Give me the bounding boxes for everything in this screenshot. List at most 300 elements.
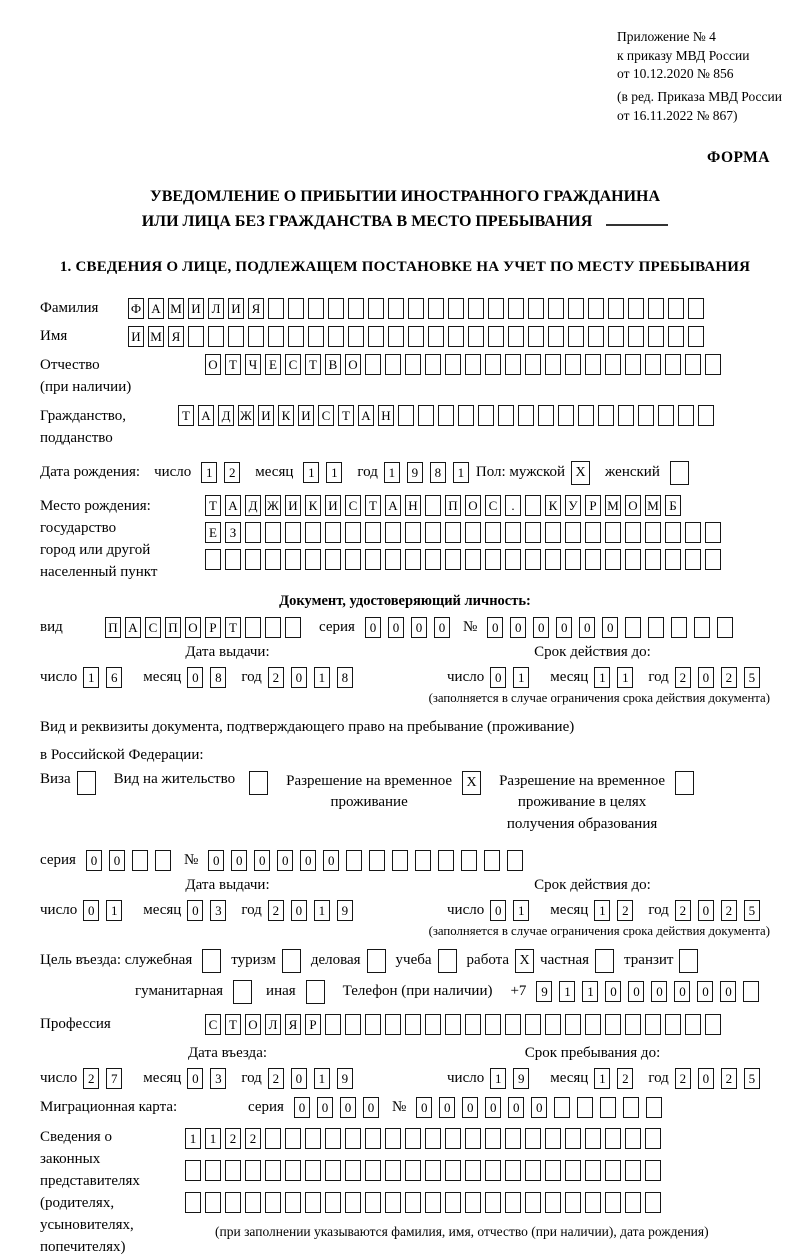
char-box[interactable]	[325, 1160, 341, 1181]
char-box[interactable]: 0	[602, 617, 618, 638]
char-box[interactable]: Т	[205, 495, 221, 516]
char-box[interactable]	[645, 354, 661, 375]
char-box[interactable]	[425, 1192, 441, 1213]
char-box[interactable]	[428, 298, 444, 319]
char-box[interactable]	[228, 326, 244, 347]
char-box[interactable]	[468, 298, 484, 319]
char-box[interactable]	[345, 1192, 361, 1213]
char-box[interactable]: 0	[490, 900, 506, 921]
char-box[interactable]	[705, 549, 721, 570]
char-box[interactable]	[525, 495, 541, 516]
char-box[interactable]: 1	[617, 667, 633, 688]
char-box[interactable]	[688, 298, 704, 319]
char-box[interactable]: 9	[337, 900, 353, 921]
char-box[interactable]: 0	[579, 617, 595, 638]
char-box[interactable]: М	[645, 495, 661, 516]
char-box[interactable]: 1	[314, 1068, 330, 1089]
char-box[interactable]	[565, 522, 581, 543]
char-box[interactable]: 0	[300, 850, 316, 871]
char-box[interactable]	[608, 326, 624, 347]
char-box[interactable]: 0	[291, 667, 307, 688]
char-box[interactable]	[248, 326, 264, 347]
char-box[interactable]	[577, 1097, 593, 1118]
char-box[interactable]: С	[145, 617, 161, 638]
char-box[interactable]	[225, 549, 241, 570]
char-box[interactable]	[625, 354, 641, 375]
char-box[interactable]: Т	[225, 354, 241, 375]
char-box[interactable]	[265, 1192, 281, 1213]
char-box[interactable]	[465, 1160, 481, 1181]
char-box[interactable]	[188, 326, 204, 347]
char-box[interactable]	[625, 617, 641, 638]
char-box[interactable]: О	[205, 354, 221, 375]
char-box[interactable]	[688, 326, 704, 347]
char-box[interactable]	[694, 617, 710, 638]
char-box[interactable]	[438, 850, 454, 871]
char-box[interactable]	[565, 549, 581, 570]
char-box[interactable]	[585, 1128, 601, 1149]
char-box[interactable]: 0	[697, 981, 713, 1002]
char-box[interactable]	[605, 1160, 621, 1181]
char-box[interactable]	[205, 549, 221, 570]
char-box[interactable]	[345, 549, 361, 570]
char-box[interactable]	[418, 405, 434, 426]
char-box[interactable]	[705, 354, 721, 375]
char-box[interactable]	[498, 405, 514, 426]
char-box[interactable]	[385, 354, 401, 375]
char-box[interactable]	[525, 1192, 541, 1213]
char-box[interactable]	[405, 1160, 421, 1181]
char-box[interactable]	[346, 850, 362, 871]
char-box[interactable]: 8	[430, 462, 446, 483]
char-box[interactable]: Ж	[265, 495, 281, 516]
char-box[interactable]	[465, 1128, 481, 1149]
char-box[interactable]	[398, 405, 414, 426]
purpose-study-checkbox[interactable]	[438, 949, 457, 973]
char-box[interactable]	[288, 298, 304, 319]
char-box[interactable]	[461, 850, 477, 871]
char-box[interactable]: 0	[388, 617, 404, 638]
char-box[interactable]	[488, 298, 504, 319]
char-box[interactable]: 2	[675, 900, 691, 921]
char-box[interactable]: 0	[109, 850, 125, 871]
char-box[interactable]	[368, 326, 384, 347]
char-box[interactable]	[388, 326, 404, 347]
char-box[interactable]	[348, 326, 364, 347]
char-box[interactable]	[325, 1014, 341, 1035]
char-box[interactable]: К	[278, 405, 294, 426]
char-box[interactable]	[645, 522, 661, 543]
char-box[interactable]	[385, 1192, 401, 1213]
char-box[interactable]	[465, 549, 481, 570]
char-box[interactable]	[465, 1192, 481, 1213]
char-box[interactable]: З	[225, 522, 241, 543]
char-box[interactable]	[554, 1097, 570, 1118]
char-box[interactable]	[665, 522, 681, 543]
char-box[interactable]	[538, 405, 554, 426]
char-box[interactable]: Т	[338, 405, 354, 426]
char-box[interactable]	[685, 1014, 701, 1035]
char-box[interactable]: 0	[462, 1097, 478, 1118]
char-box[interactable]: А	[198, 405, 214, 426]
char-box[interactable]: И	[325, 495, 341, 516]
char-box[interactable]: 1	[185, 1128, 201, 1149]
char-box[interactable]	[425, 549, 441, 570]
char-box[interactable]: 1	[205, 1128, 221, 1149]
char-box[interactable]	[505, 354, 521, 375]
char-box[interactable]	[668, 326, 684, 347]
char-box[interactable]: С	[285, 354, 301, 375]
char-box[interactable]: А	[358, 405, 374, 426]
char-box[interactable]	[565, 1014, 581, 1035]
char-box[interactable]	[505, 549, 521, 570]
char-box[interactable]: 2	[268, 1068, 284, 1089]
char-box[interactable]: 0	[187, 900, 203, 921]
char-box[interactable]	[565, 1160, 581, 1181]
char-box[interactable]	[365, 1014, 381, 1035]
char-box[interactable]: Я	[248, 298, 264, 319]
char-box[interactable]: Н	[405, 495, 421, 516]
char-box[interactable]: 0	[651, 981, 667, 1002]
char-box[interactable]: 0	[277, 850, 293, 871]
char-box[interactable]	[485, 1014, 501, 1035]
char-box[interactable]	[685, 549, 701, 570]
char-box[interactable]	[285, 522, 301, 543]
char-box[interactable]	[305, 522, 321, 543]
char-box[interactable]	[507, 850, 523, 871]
char-box[interactable]	[308, 298, 324, 319]
char-box[interactable]	[448, 298, 464, 319]
char-box[interactable]: Е	[265, 354, 281, 375]
char-box[interactable]	[438, 405, 454, 426]
char-box[interactable]: Т	[365, 495, 381, 516]
char-box[interactable]: А	[148, 298, 164, 319]
char-box[interactable]	[578, 405, 594, 426]
char-box[interactable]: 2	[224, 462, 240, 483]
char-box[interactable]	[518, 405, 534, 426]
char-box[interactable]: 1	[490, 1068, 506, 1089]
char-box[interactable]: 0	[533, 617, 549, 638]
char-box[interactable]	[448, 326, 464, 347]
char-box[interactable]: 1	[303, 462, 319, 483]
char-box[interactable]	[645, 549, 661, 570]
char-box[interactable]	[285, 1128, 301, 1149]
char-box[interactable]: М	[168, 298, 184, 319]
char-box[interactable]: 0	[340, 1097, 356, 1118]
char-box[interactable]	[205, 1192, 221, 1213]
char-box[interactable]: Ж	[238, 405, 254, 426]
char-box[interactable]: И	[258, 405, 274, 426]
char-box[interactable]	[545, 522, 561, 543]
char-box[interactable]	[445, 1014, 461, 1035]
char-box[interactable]: 0	[485, 1097, 501, 1118]
char-box[interactable]: 9	[407, 462, 423, 483]
purpose-official-checkbox[interactable]	[202, 949, 221, 973]
char-box[interactable]	[605, 549, 621, 570]
char-box[interactable]: И	[285, 495, 301, 516]
char-box[interactable]	[588, 298, 604, 319]
char-box[interactable]: 9	[536, 981, 552, 1002]
char-box[interactable]	[405, 1014, 421, 1035]
char-box[interactable]	[345, 1014, 361, 1035]
char-box[interactable]: 1	[594, 667, 610, 688]
char-box[interactable]	[485, 354, 501, 375]
char-box[interactable]	[658, 405, 674, 426]
char-box[interactable]: И	[298, 405, 314, 426]
char-box[interactable]: 2	[721, 900, 737, 921]
char-box[interactable]	[155, 850, 171, 871]
char-box[interactable]	[545, 1192, 561, 1213]
char-box[interactable]	[308, 326, 324, 347]
char-box[interactable]: Т	[225, 1014, 241, 1035]
char-box[interactable]	[685, 354, 701, 375]
char-box[interactable]	[600, 1097, 616, 1118]
char-box[interactable]	[225, 1192, 241, 1213]
char-box[interactable]	[405, 1128, 421, 1149]
char-box[interactable]	[445, 549, 461, 570]
char-box[interactable]	[505, 1128, 521, 1149]
char-box[interactable]	[415, 850, 431, 871]
char-box[interactable]	[328, 298, 344, 319]
char-box[interactable]: 0	[317, 1097, 333, 1118]
char-box[interactable]	[265, 522, 281, 543]
char-box[interactable]	[505, 1014, 521, 1035]
char-box[interactable]: 2	[268, 667, 284, 688]
char-box[interactable]: 2	[268, 900, 284, 921]
char-box[interactable]	[671, 617, 687, 638]
char-box[interactable]	[132, 850, 148, 871]
char-box[interactable]: 1	[326, 462, 342, 483]
char-box[interactable]	[208, 326, 224, 347]
char-box[interactable]	[388, 298, 404, 319]
char-box[interactable]: 0	[674, 981, 690, 1002]
char-box[interactable]	[408, 298, 424, 319]
char-box[interactable]	[245, 549, 261, 570]
char-box[interactable]	[328, 326, 344, 347]
char-box[interactable]: 5	[744, 1068, 760, 1089]
char-box[interactable]: 0	[411, 617, 427, 638]
char-box[interactable]: 1	[582, 981, 598, 1002]
char-box[interactable]	[305, 549, 321, 570]
char-box[interactable]	[545, 549, 561, 570]
char-box[interactable]	[348, 298, 364, 319]
char-box[interactable]: К	[545, 495, 561, 516]
char-box[interactable]	[625, 1014, 641, 1035]
char-box[interactable]	[705, 522, 721, 543]
char-box[interactable]	[665, 549, 681, 570]
char-box[interactable]: А	[125, 617, 141, 638]
char-box[interactable]: 6	[106, 667, 122, 688]
char-box[interactable]: 3	[210, 900, 226, 921]
char-box[interactable]: 5	[744, 667, 760, 688]
char-box[interactable]: 1	[559, 981, 575, 1002]
char-box[interactable]: 0	[187, 1068, 203, 1089]
char-box[interactable]: 0	[531, 1097, 547, 1118]
char-box[interactable]: О	[185, 617, 201, 638]
char-box[interactable]	[445, 1192, 461, 1213]
char-box[interactable]	[365, 1128, 381, 1149]
char-box[interactable]	[268, 326, 284, 347]
char-box[interactable]	[265, 1160, 281, 1181]
char-box[interactable]: 2	[617, 900, 633, 921]
char-box[interactable]	[468, 326, 484, 347]
char-box[interactable]	[465, 354, 481, 375]
char-box[interactable]	[405, 354, 421, 375]
char-box[interactable]: А	[225, 495, 241, 516]
char-box[interactable]	[245, 522, 261, 543]
char-box[interactable]	[625, 1128, 641, 1149]
char-box[interactable]	[628, 326, 644, 347]
char-box[interactable]	[185, 1192, 201, 1213]
purpose-tourism-checkbox[interactable]	[282, 949, 301, 973]
char-box[interactable]: С	[345, 495, 361, 516]
char-box[interactable]: 1	[83, 667, 99, 688]
char-box[interactable]: 1	[106, 900, 122, 921]
char-box[interactable]	[425, 522, 441, 543]
char-box[interactable]	[405, 1192, 421, 1213]
char-box[interactable]	[743, 981, 759, 1002]
char-box[interactable]	[545, 1014, 561, 1035]
char-box[interactable]	[648, 326, 664, 347]
char-box[interactable]	[645, 1192, 661, 1213]
char-box[interactable]: П	[165, 617, 181, 638]
char-box[interactable]: О	[465, 495, 481, 516]
char-box[interactable]	[668, 298, 684, 319]
char-box[interactable]	[568, 298, 584, 319]
char-box[interactable]	[485, 1160, 501, 1181]
char-box[interactable]	[385, 522, 401, 543]
char-box[interactable]	[623, 1097, 639, 1118]
char-box[interactable]	[558, 405, 574, 426]
char-box[interactable]	[645, 1160, 661, 1181]
char-box[interactable]: 0	[416, 1097, 432, 1118]
char-box[interactable]: В	[325, 354, 341, 375]
char-box[interactable]	[585, 522, 601, 543]
char-box[interactable]: 2	[225, 1128, 241, 1149]
char-box[interactable]	[365, 354, 381, 375]
char-box[interactable]: И	[188, 298, 204, 319]
char-box[interactable]	[525, 354, 541, 375]
char-box[interactable]	[325, 522, 341, 543]
char-box[interactable]	[717, 617, 733, 638]
char-box[interactable]: 0	[208, 850, 224, 871]
char-box[interactable]	[565, 1128, 581, 1149]
residence-permit-checkbox[interactable]	[249, 771, 268, 795]
char-box[interactable]	[365, 549, 381, 570]
char-box[interactable]	[505, 1192, 521, 1213]
char-box[interactable]	[588, 326, 604, 347]
char-box[interactable]: 1	[453, 462, 469, 483]
char-box[interactable]	[605, 1192, 621, 1213]
char-box[interactable]	[568, 326, 584, 347]
char-box[interactable]	[385, 549, 401, 570]
char-box[interactable]	[345, 1128, 361, 1149]
char-box[interactable]	[265, 617, 281, 638]
char-box[interactable]	[585, 549, 601, 570]
char-box[interactable]	[425, 1014, 441, 1035]
char-box[interactable]	[585, 1014, 601, 1035]
char-box[interactable]	[305, 1192, 321, 1213]
char-box[interactable]: 0	[510, 617, 526, 638]
char-box[interactable]	[485, 549, 501, 570]
char-box[interactable]: Я	[168, 326, 184, 347]
char-box[interactable]: С	[485, 495, 501, 516]
char-box[interactable]	[425, 1128, 441, 1149]
char-box[interactable]: Л	[265, 1014, 281, 1035]
char-box[interactable]	[545, 354, 561, 375]
char-box[interactable]: И	[128, 326, 144, 347]
char-box[interactable]: 0	[556, 617, 572, 638]
char-box[interactable]	[285, 617, 301, 638]
char-box[interactable]	[528, 326, 544, 347]
char-box[interactable]: 0	[291, 900, 307, 921]
char-box[interactable]	[565, 1192, 581, 1213]
char-box[interactable]	[365, 1160, 381, 1181]
char-box[interactable]	[385, 1128, 401, 1149]
purpose-other-checkbox[interactable]	[306, 980, 325, 1004]
char-box[interactable]: Л	[208, 298, 224, 319]
char-box[interactable]	[585, 1192, 601, 1213]
purpose-business-checkbox[interactable]	[367, 949, 386, 973]
char-box[interactable]	[265, 549, 281, 570]
char-box[interactable]	[705, 1014, 721, 1035]
char-box[interactable]: 2	[245, 1128, 261, 1149]
char-box[interactable]	[598, 405, 614, 426]
char-box[interactable]	[245, 1192, 261, 1213]
char-box[interactable]: 0	[487, 617, 503, 638]
char-box[interactable]	[425, 495, 441, 516]
char-box[interactable]: 8	[210, 667, 226, 688]
char-box[interactable]	[628, 298, 644, 319]
purpose-transit-checkbox[interactable]	[679, 949, 698, 973]
char-box[interactable]: 2	[675, 1068, 691, 1089]
char-box[interactable]: Я	[285, 1014, 301, 1035]
char-box[interactable]: Ф	[128, 298, 144, 319]
char-box[interactable]	[408, 326, 424, 347]
char-box[interactable]	[625, 1192, 641, 1213]
char-box[interactable]: 5	[744, 900, 760, 921]
char-box[interactable]	[485, 1128, 501, 1149]
char-box[interactable]: 2	[721, 667, 737, 688]
char-box[interactable]: Ч	[245, 354, 261, 375]
char-box[interactable]	[365, 522, 381, 543]
char-box[interactable]: 1	[384, 462, 400, 483]
char-box[interactable]	[545, 1160, 561, 1181]
char-box[interactable]: 0	[254, 850, 270, 871]
char-box[interactable]: 0	[698, 667, 714, 688]
char-box[interactable]	[625, 522, 641, 543]
char-box[interactable]	[445, 522, 461, 543]
char-box[interactable]: 9	[337, 1068, 353, 1089]
char-box[interactable]	[465, 1014, 481, 1035]
char-box[interactable]	[665, 1014, 681, 1035]
char-box[interactable]	[525, 522, 541, 543]
char-box[interactable]: Т	[305, 354, 321, 375]
char-box[interactable]: Т	[178, 405, 194, 426]
char-box[interactable]	[698, 405, 714, 426]
char-box[interactable]: 0	[291, 1068, 307, 1089]
char-box[interactable]	[505, 1160, 521, 1181]
char-box[interactable]	[445, 1160, 461, 1181]
char-box[interactable]: 2	[675, 667, 691, 688]
char-box[interactable]	[585, 354, 601, 375]
char-box[interactable]	[508, 298, 524, 319]
char-box[interactable]	[525, 1160, 541, 1181]
char-box[interactable]: 1	[201, 462, 217, 483]
char-box[interactable]: 0	[323, 850, 339, 871]
temp-residence-checkbox[interactable]: X	[462, 771, 481, 795]
char-box[interactable]	[405, 522, 421, 543]
